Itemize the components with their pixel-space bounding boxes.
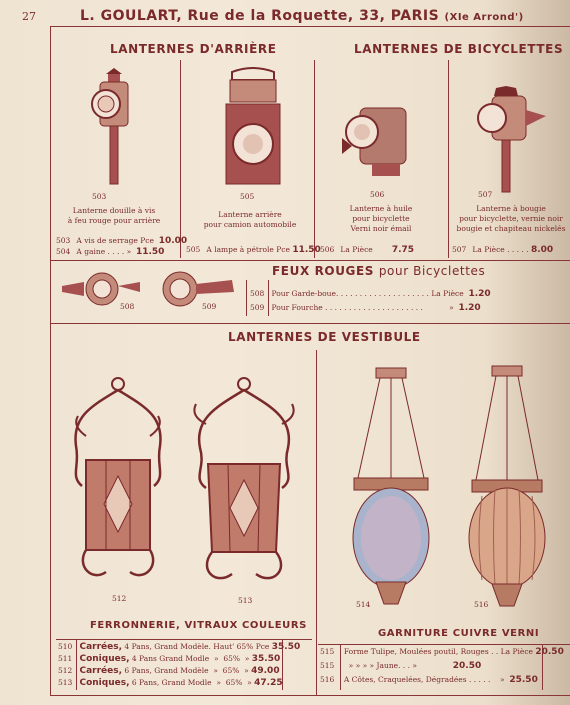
price-row: 509 Pour Fourche . . . . . . . . . . . . . . . . . . . . . » 1.20	[250, 303, 481, 313]
caption-507: Lanterne à bougie pour bicyclette, vernie noir bougie et chapiteau nickelés	[456, 204, 566, 233]
garniture-title: GARNITURE CUIVRE VERNI	[378, 628, 540, 639]
divider	[50, 260, 570, 261]
figure-number: 514	[356, 600, 371, 609]
section-title-bicyclettes: LANTERNES DE BICYCLETTES	[354, 42, 564, 56]
price-row: 505 A lampe à pétrole Pce 11.50	[186, 245, 321, 255]
garniture-row: 515 Forme Tulipe, Moulées poutil, Rouges . . La Pièce 20.50	[320, 647, 564, 657]
caption-503: Lanterne douille à vis à feu rouge pour arrière	[67, 206, 161, 225]
figure-number: 509	[202, 302, 217, 311]
section-title-vestibule: LANTERNES DE VESTIBULE	[228, 330, 421, 344]
figure-number: 506	[370, 190, 385, 199]
page-title: L. GOULART, Rue de la Roquette, 33, PARIS (XIe Arrond')	[80, 8, 524, 24]
lantern-516-illustration	[462, 366, 552, 610]
lantern-512-illustration	[62, 376, 174, 590]
figure-number: 513	[238, 596, 253, 605]
ferronnerie-title: FERRONNERIE, VITRAUX COULEURS	[90, 620, 307, 631]
figure-number: 507	[478, 190, 493, 199]
page-number: 27	[22, 10, 36, 23]
figure-number: 503	[92, 192, 107, 201]
divider	[50, 323, 570, 324]
lantern-513-illustration	[186, 376, 304, 590]
lantern-505-illustration	[218, 70, 288, 190]
lantern-506-illustration	[342, 102, 412, 182]
price-row: 507 La Pièce . . . . . 8.00	[452, 245, 554, 255]
lantern-507-illustration	[470, 86, 550, 196]
ferronnerie-row: 513 Coniques, 6 Pans, Grand Modle » 65% » 47.25	[58, 678, 283, 688]
price-row: 503 A vis de serrage Pce 10.00	[56, 236, 188, 246]
figure-number: 505	[240, 192, 255, 201]
divider	[246, 280, 247, 316]
caption-505: Lanterne arrière pour camion automobile	[203, 210, 297, 229]
figure-number: 516	[474, 600, 489, 609]
divider	[314, 60, 315, 258]
divider	[316, 350, 317, 696]
caption-506: Lanterne à huile pour bicyclette Verni noir émail	[349, 204, 413, 233]
figure-number: 508	[120, 302, 135, 311]
section-title-arriere: LANTERNES D'ARRIÈRE	[110, 42, 277, 56]
lantern-503-illustration	[84, 66, 144, 191]
section-title-feux: FEUX ROUGES pour Bicyclettes	[272, 264, 486, 278]
price-row: 504 A gaine . . . . » 11.50	[56, 247, 165, 257]
garniture-row: 515 » » » » Jaune. . . » 20.50	[320, 661, 482, 671]
divider	[318, 644, 570, 645]
divider	[56, 639, 312, 640]
page-header	[20, 8, 570, 26]
ferronnerie-row: 510 Carrées, 4 Pans, Grand Modèle. Haut' 65% Pce 35.50	[58, 642, 301, 652]
ferronnerie-row: 512 Carrées, 6 Pans, Grand Modèle » 65% » 49.00	[58, 666, 280, 676]
ferronnerie-row: 511 Coniques, 4 Pans Grand Modle » 65% » 35.50	[58, 654, 281, 664]
price-row: 508 Pour Garde-boue. . . . . . . . . . . . . . . . . . . . La Pièce 1.20	[250, 289, 491, 299]
garniture-row: 516 A Côtes, Craquelées, Dégradées . . . . . » 25.50	[320, 675, 538, 685]
lantern-514-illustration	[346, 368, 436, 608]
divider	[448, 60, 449, 258]
divider	[180, 60, 181, 258]
price-row: 506 La Pièce 7.75	[320, 245, 415, 255]
figure-number: 512	[112, 594, 127, 603]
